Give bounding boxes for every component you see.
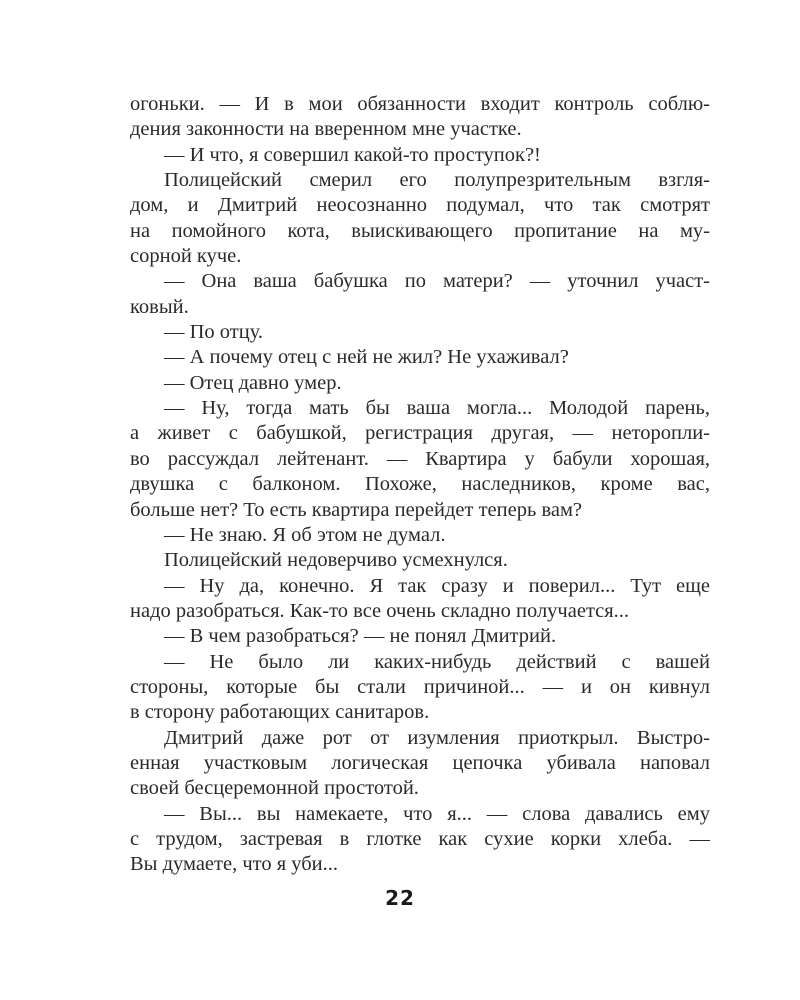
body-text xyxy=(130,92,710,878)
text-line: своей бесцеремонной простотой. xyxy=(130,777,419,800)
text-line: Вы думаете, что я уби... xyxy=(130,853,339,876)
text-line: ковый. xyxy=(130,295,189,318)
text-line: — По отцу. xyxy=(164,321,264,344)
text-line: — В чем разобраться? — не понял Дмитрий. xyxy=(164,625,557,648)
text-line: — А почему отец с ней не жил? Не ухаживал? xyxy=(164,346,569,369)
text-line: — И что, я совершил какой-то проступок?! xyxy=(164,143,541,166)
text-line: а живет с бабушкой, регистрация другая, — неторопли- xyxy=(130,422,710,445)
text-line: во рассуждал лейтенант. — Квартира у бабули хорошая, xyxy=(130,447,710,470)
page-number: 22 xyxy=(385,886,415,910)
text-line: дом, и Дмитрий неосознанно подумал, что так смотрят xyxy=(130,194,710,217)
text-line: на помойного кота, выискивающего пропитание на му- xyxy=(130,219,710,242)
text-line: в сторону работающих санитаров. xyxy=(130,701,430,724)
text-line: — Она ваша бабушка по матери? — уточнил участ- xyxy=(164,270,710,293)
text-line: стороны, которые бы стали причиной... — и он кивнул xyxy=(130,675,710,698)
text-line: Полицейский недоверчиво усмехнулся. xyxy=(164,549,508,572)
text-line: енная участковым логическая цепочка убивала наповал xyxy=(130,751,710,774)
text-line: больше нет? То есть квартира перейдет теперь вам? xyxy=(130,498,583,521)
text-line: надо разобраться. Как-то все очень складно получается... xyxy=(130,599,630,622)
text-line: Полицейский смерил его полупрезрительным взгля- xyxy=(164,169,710,192)
text-line: огоньки. — И в мои обязанности входит контроль соблю- xyxy=(130,93,710,115)
text-line: Дмитрий даже рот от изумления приоткрыл. Выстро- xyxy=(164,726,710,749)
text-line: дения законности на вверенном мне участке. xyxy=(130,118,522,141)
text-line: — Ну, тогда мать бы ваша могла... Молодой парень, xyxy=(164,397,710,420)
text-line: сорной куче. xyxy=(130,245,242,268)
text-line: — Отец давно умер. xyxy=(164,371,342,394)
text-line: — Вы... вы намекаете, что я... — слова давались ему xyxy=(164,802,710,825)
text-line: двушка с балконом. Похоже, наследников, кроме вас, xyxy=(130,473,710,496)
text-line: — Ну да, конечно. Я так сразу и поверил... Тут еще xyxy=(164,574,710,597)
text-line: с трудом, застревая в глотке как сухие корки хлеба. — xyxy=(130,827,710,850)
text-line: — Не знаю. Я об этом не думал. xyxy=(164,523,446,546)
text-line: — Не было ли каких-нибудь действий с вашей xyxy=(164,650,710,673)
